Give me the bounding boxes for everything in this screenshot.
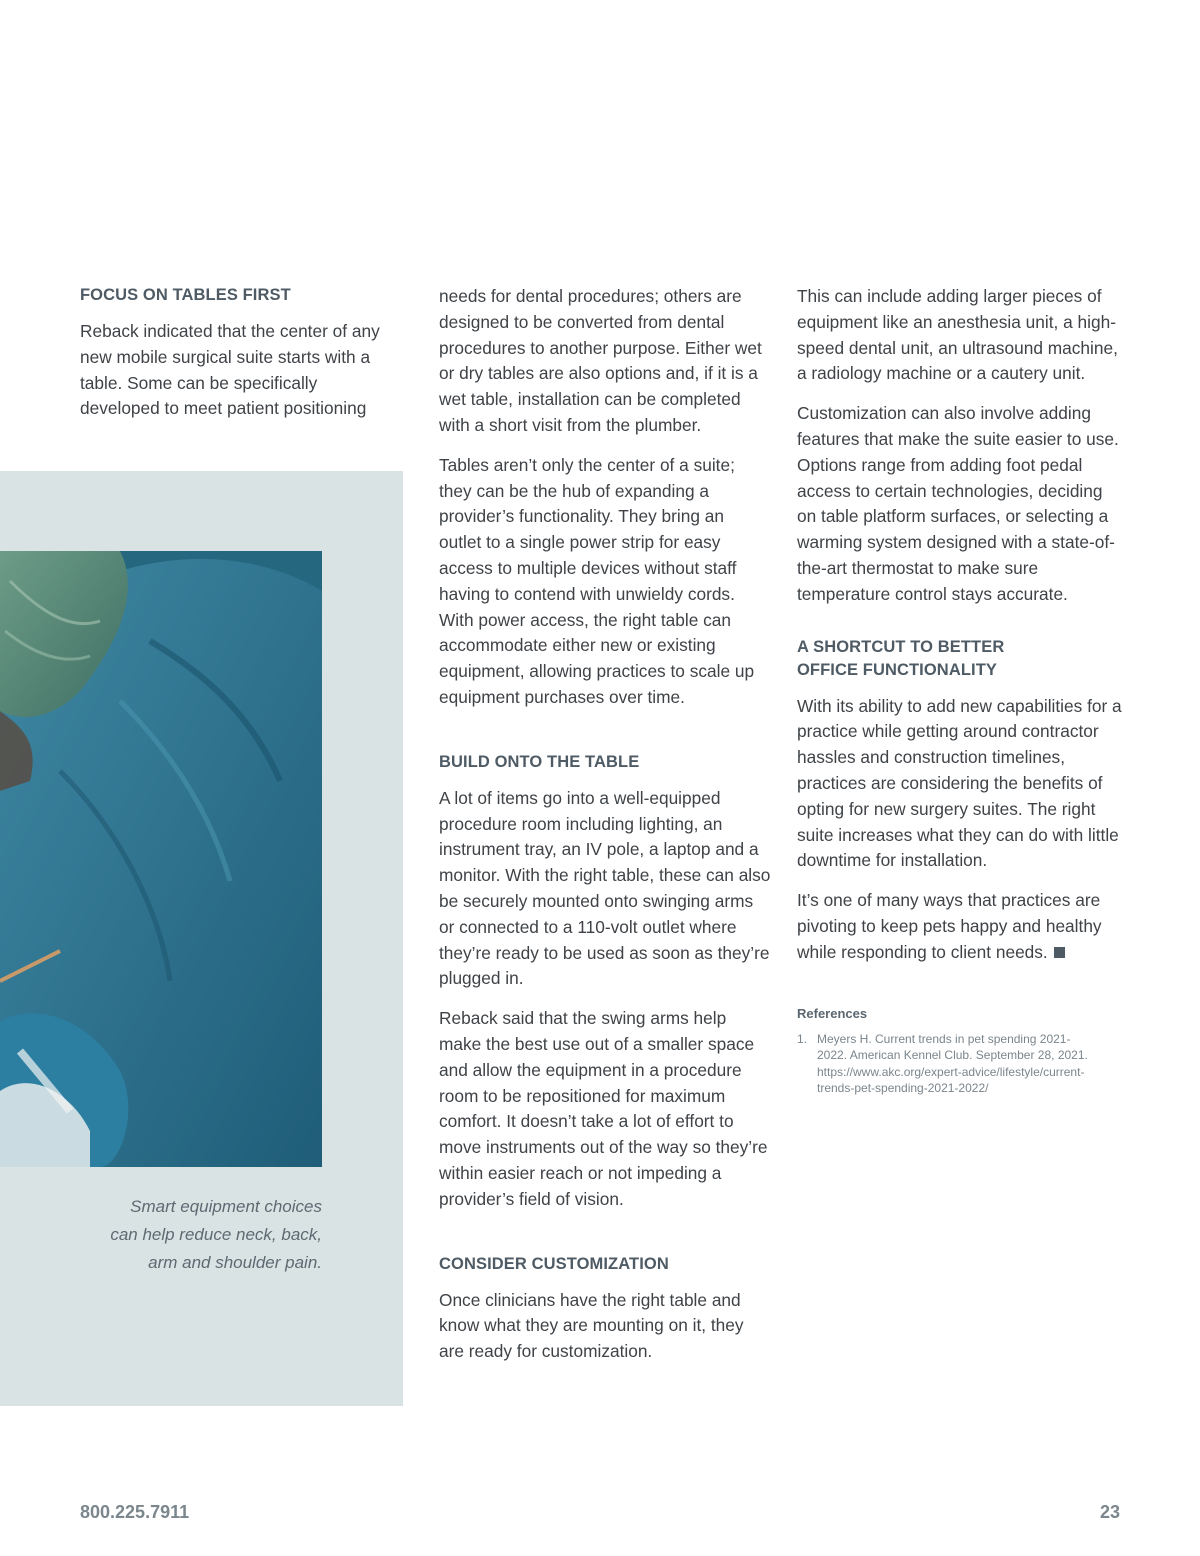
heading-consider-customization: CONSIDER CUSTOMIZATION [439, 1254, 669, 1273]
col2-paragraph-4: Reback said that the swing arms help make the best use out of a smaller space and allow the equipment in a procedure room to be repositioned for maximum comfort. It doesn’t take a lot of effort to move instruments out of the way so they’re within easier reach or not impeding a provider’s field of vision. [439, 1008, 768, 1209]
col3-paragraph-4 [797, 888, 1125, 965]
reference-number: 1. [797, 1031, 808, 1046]
heading-shortcut [797, 636, 1125, 682]
column-3 [797, 284, 1125, 1097]
reference-item [797, 1031, 1125, 1097]
heading-build-onto-table: BUILD ONTO THE TABLE [439, 752, 640, 771]
col3-paragraph-4-text: It’s one of many ways that practices are pivoting to keep pets happy and healthy while responding to client needs. [797, 890, 1102, 962]
col2-paragraph-3: A lot of items go into a well-equipped procedure room including lighting, an instrument tray, an IV pole, a laptop and a monitor. With the right table, these can also be securely mounted onto swinging arms or connected to a 110-volt outlet where they’re ready to be used as soon as they’re plugged in. [439, 787, 771, 989]
col1-paragraph-1: Reback indicated that the center of any new mobile surgical suite starts with a table. Some can be specifically developed to meet patient positioning [80, 321, 380, 419]
col2-paragraph-2: Tables aren’t only the center of a suite; they can be the hub of expanding a provider’s functionality. They bring an outlet to a single power strip for easy access to multiple devices without staff having to contend with unwieldy cords. With power access, the right table can accommodate either new or existing equipment, allowing practices to scale up equipment purchases over time. [439, 454, 755, 707]
surgeon-illustration [0, 551, 322, 1167]
surgery-photo [0, 551, 322, 1167]
col2-paragraph-1: needs for dental procedures; others are designed to be converted from dental procedures to another purpose. Either wet or dry tables are also options and, if it is a wet table, installation can be completed with a short visit from the plumber. [439, 286, 762, 435]
col3-paragraph-2: Customization can also involve adding features that make the suite easier to use. Options range from adding foot pedal access to certain technologies, deciding on table platform surfaces, or selecting a warming system designed with a state-of-the-art thermostat to make sure temperature control stays accurate. [797, 403, 1119, 604]
col2-paragraph-5: Once clinicians have the right table and know what they are mounting on it, they are ready for customization. [439, 1289, 744, 1362]
footer-page-number: 23 [1099, 1502, 1120, 1522]
heading-shortcut-line1: A SHORTCUT TO BETTER [797, 637, 1005, 656]
footer-phone-number: 800.225.7911 [80, 1502, 190, 1522]
col3-paragraph-1: This can include adding larger pieces of equipment like an anesthesia unit, a high-speed dental unit, an ultrasound machine, a radiology machine or a cautery unit. [797, 286, 1118, 384]
column-1 [80, 284, 398, 436]
references [797, 1006, 1125, 1097]
col3-paragraph-3: With its ability to add new capabilities for a practice while getting around contractor hassles and construction timelines, practices are considering the benefits of opting for new surgery suites. The right suite increases what they can do with little downtime for installation. [797, 695, 1122, 871]
photo-caption: Smart equipment choices can help reduce neck, back, arm and shoulder pain. [110, 1197, 322, 1272]
column-2 [439, 284, 771, 1379]
reference-text: Meyers H. Current trends in pet spending 2021-2022. American Kennel Club. September 28, 2021. https://www.akc.org/expert-advice/lifestyle/current-trends-pet-spending-2021-2022/ [817, 1031, 1088, 1096]
photo-panel [0, 471, 403, 1406]
heading-shortcut-line2: OFFICE FUNCTIONALITY [797, 660, 997, 679]
heading-focus-on-tables: FOCUS ON TABLES FIRST [80, 286, 291, 304]
end-of-article-square-icon [1054, 947, 1065, 958]
references-title: References [797, 1005, 868, 1021]
